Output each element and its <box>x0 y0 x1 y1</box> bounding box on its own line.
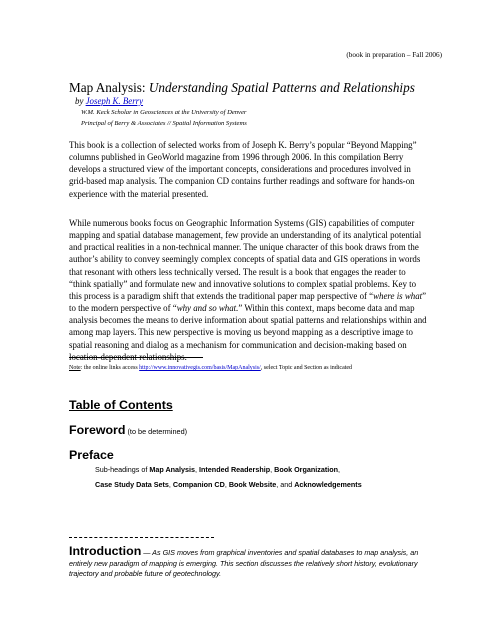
separator: , and <box>276 480 295 489</box>
author-link[interactable]: Joseph K. Berry <box>85 96 144 106</box>
preface-item: Companion CD <box>172 480 225 489</box>
affiliation-line-2: Principal of Berry & Associates // Spatial Information Systems <box>81 120 247 127</box>
title-separator: : <box>141 80 146 95</box>
footnote-text-2: , select Topic and Section as indicated <box>260 365 353 371</box>
p2-emphasis-2: why and so what. <box>176 303 239 314</box>
preface-prefix: Sub-headings of <box>95 465 150 474</box>
affiliation-line-1: W.M. Keck Scholar in Geosciences at the University of Denver <box>81 109 247 116</box>
foreword-title: Foreword <box>69 423 126 437</box>
preface-item: Acknowledgements <box>294 480 362 489</box>
byline-prefix: by <box>75 96 86 106</box>
intro-paragraph-1: This book is a collection of selected works from of Joseph K. Berry’s popular “Beyond Mapping” columns published in GeoWorld magazine from 1996 through 2006. In this compilation Berry develops a structured view of the important concepts, considerations and procedures involved in grid-based map analysis. The companion CD contains further readings and software for hands-on experience with the material presented. <box>69 140 417 199</box>
p2-emphasis-1: where is what <box>373 290 423 301</box>
title-subtitle: Understanding Spatial Patterns and Relationships <box>145 80 415 95</box>
footnote-divider <box>69 357 203 358</box>
intro-paragraph-2 <box>69 217 429 363</box>
p2-text-b: ” to the modern perspective of “ <box>69 290 427 314</box>
foreword-note: (to be determined) <box>125 427 188 436</box>
toc-preface: Preface <box>69 448 114 462</box>
footnote-label: Note <box>69 365 81 371</box>
p2-text-a: While numerous books focus on Geographic Information Systems (GIS) capabilities of computer mapping and spatial database management, few provide an understanding of its analytical potential and practical realities in a non-technical manner. The unique character of this book draws from the author’s ability to convey seemingly complex concepts of spatial data and GIS operations in words that resonant with others less technically versed. The result is a book that engages the reader to “think spatially” and formulate new and innovative solutions to complex spatial problems. Key to this process is a paradigm shift that extends the traditional paper map perspective of “ <box>69 218 422 301</box>
byline <box>75 96 143 106</box>
introduction-title: Introduction <box>69 544 142 558</box>
separator: , <box>224 480 229 489</box>
separator: , <box>270 465 275 474</box>
preface-item: Intended Readership <box>199 465 271 474</box>
toc-heading: Table of Contents <box>69 398 173 412</box>
separator: , <box>168 480 173 489</box>
introduction-description: — As GIS moves from graphical inventories and spatial databases to map analysis, an entirely new paradigm of mapping is emerging. This section discusses the relatively short history, evolutionary trajectory and probable future of geotechnology. <box>69 548 419 578</box>
preface-subheadings-line-1 <box>95 465 340 474</box>
separator: , <box>195 465 200 474</box>
p2-text-c: ” Within this context, maps become data and map analysis becomes the means to derive information about spatial patterns and relationships within and among map layers. This new perspective is moving us beyond mapping as a descriptive image to spatial reasoning and dialog as a mechanism for communication and decision-making based on location-dependent relationships. <box>69 303 427 362</box>
footnote <box>69 365 352 371</box>
separator: , <box>338 465 341 474</box>
preface-subheadings-line-2 <box>95 480 362 489</box>
author-affiliation <box>81 107 247 129</box>
preface-item: Book Website <box>228 480 277 489</box>
title-main: Map Analysis <box>69 80 142 95</box>
map-analysis-link[interactable]: http://www.innovativegis.com/basis/MapAnalysis/ <box>139 365 261 371</box>
preface-item: Book Organization <box>274 465 339 474</box>
toc-foreword <box>69 423 187 437</box>
preface-item: Map Analysis <box>149 465 196 474</box>
book-title <box>69 80 415 96</box>
book-status-note: (book in preparation – Fall 2006) <box>346 51 442 59</box>
toc-introduction <box>69 546 429 580</box>
preface-item: Case Study Data Sets <box>95 480 169 489</box>
footnote-text-1: : the online links access <box>80 365 140 371</box>
section-divider <box>69 537 214 538</box>
